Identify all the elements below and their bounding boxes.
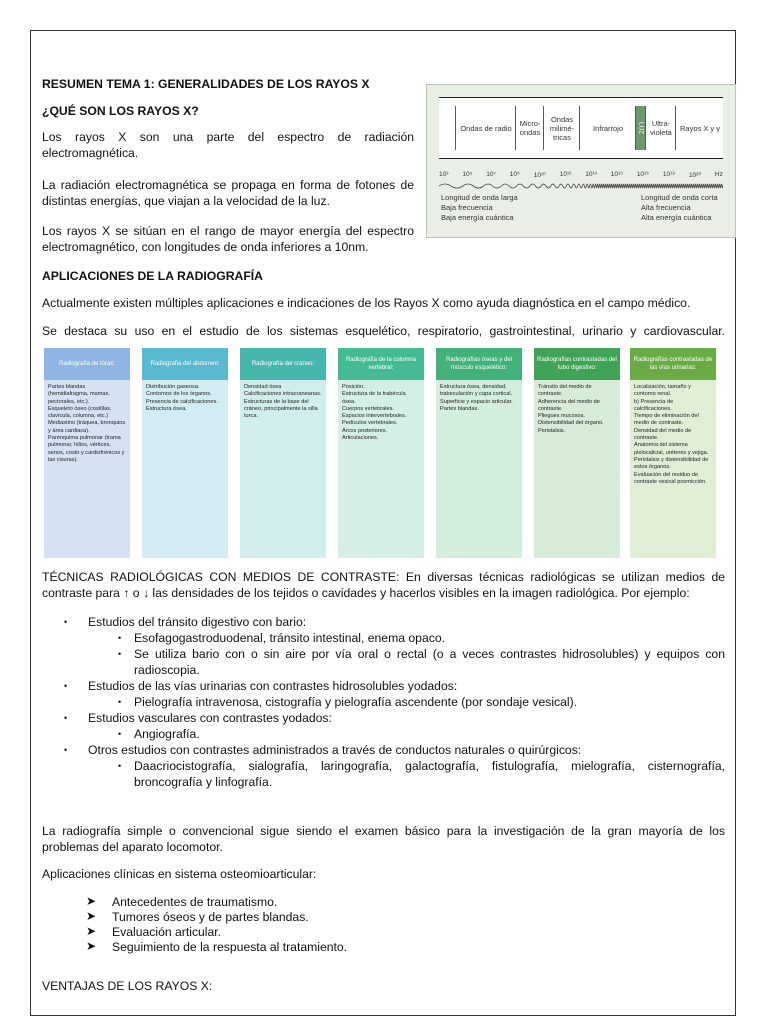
tick: 10²⁰ xyxy=(688,172,701,179)
arrow-item-text: Antecedentes de traumatismo. xyxy=(112,895,278,909)
list-item-text: Estudios del tránsito digestivo con bario: xyxy=(88,615,307,629)
column-body: Densidad ósea Calcificaciones intracraneanas. Estructuras de la base del cráneo, principalmente la silla turca. xyxy=(240,380,326,558)
frequency-ticks xyxy=(439,171,723,179)
tick: 10¹⁵ xyxy=(610,171,623,178)
bullet-icon: • xyxy=(64,617,68,627)
bullet-icon: • xyxy=(64,745,68,755)
table-column xyxy=(338,348,424,558)
list-item xyxy=(42,614,732,630)
bullet-icon: • xyxy=(64,681,68,691)
column-header: Radiografía del cráneo: xyxy=(240,348,326,380)
column-header: Radiografías contrastadas del tubo digestivo: xyxy=(534,348,620,380)
bullet-icon: • xyxy=(118,649,122,659)
wave-line xyxy=(439,184,723,188)
electromagnetic-spectrum-figure xyxy=(426,84,736,238)
sub-list-item xyxy=(42,646,732,678)
section-heading-applications: APLICACIONES DE LA RADIOGRAFÍA xyxy=(42,269,263,283)
band-mm: Ondas milimé-tricas xyxy=(543,106,580,150)
sub-list-item xyxy=(42,630,732,646)
column-body: Posición. Estructura de la trabécula ósea. Cuerpos vertebrales. Espacios intervertebrales. Pedículos vertebrales. Arcos posteriores. Articulaciones. xyxy=(338,380,424,558)
column-body: Partes blandas (hemidiafragma, mamas, pectorales, etc.). Esqueleto óseo (costillas, clavícula, columna, etc.) Mediastino (tráquea, bronquios y área cardiaca). Parénquima pulmonar (trama pulmonar, hilios, vértices, senos, costo y cardiofrénicos y las cisuras). xyxy=(44,380,130,558)
legend-line: Longitud de onda corta xyxy=(641,193,718,202)
arrow-item-text: Tumores óseos y de partes blandas. xyxy=(112,910,309,924)
table-column xyxy=(630,348,716,558)
sub-item-text: Daacriocistografía, sialografía, laringografía, galactografía, fistulografía, mielografía, cisternografía, broncografía y linfografía. xyxy=(134,759,725,789)
band-light: LUZ xyxy=(635,106,646,150)
arrow-item xyxy=(42,924,732,939)
table-column xyxy=(240,348,326,558)
arrow-item xyxy=(42,909,732,924)
spectrum-left-legend xyxy=(441,193,518,223)
column-header: Radiografía de tórax: xyxy=(44,348,130,380)
column-header: Radiografía del abdomen: xyxy=(142,348,228,380)
section-heading-what: ¿QUÉ SON LOS RAYOS X? xyxy=(42,104,199,118)
table-column xyxy=(44,348,130,558)
paragraph-3: Los rayos X se sitúan en el rango de mayor energía del espectro electromagnético, con longitudes de onda inferiores a 10nm. xyxy=(42,224,414,254)
list-item xyxy=(42,678,732,694)
arrow-item xyxy=(42,894,732,909)
band-micro: Micro-ondas xyxy=(515,106,544,150)
column-header: Radiografías contrastadas de las vías urinarias: xyxy=(630,348,716,380)
table-column xyxy=(142,348,228,558)
paragraph-1: Los rayos X son una parte del espectro de radiación electromagnética. xyxy=(42,130,414,160)
list-item xyxy=(42,742,732,758)
column-body: Distribución gaseosa. Contornos de los órganos. Presencia de calcificaciones. Estructura ósea. xyxy=(142,380,228,558)
paragraph-clinical: Aplicaciones clínicas en sistema osteomioarticular: xyxy=(42,867,317,881)
arrow-bullet-icon: ➤ xyxy=(86,924,97,938)
column-body: Estructura ósea, densidad, trabeculación y capa cortical. Superficie y espacio articular. Partes blandas. xyxy=(436,380,522,558)
tick: 10⁷ xyxy=(486,171,496,178)
tick: 10³ xyxy=(439,171,449,178)
band-uv: Ultra-violeta xyxy=(645,106,676,150)
wave-graphic xyxy=(439,181,723,191)
paragraph-5: Se destaca su uso en el estudio de los sistemas esquelético, respiratorio, gastrointestinal, urinario y cardiovascular. xyxy=(42,324,725,338)
band-xray: Rayos X y γ xyxy=(675,106,724,150)
tick: 10¹⁰ xyxy=(533,172,546,179)
arrow-item-text: Evaluación articular. xyxy=(112,925,222,939)
paragraph-conventional: La radiografía simple o convencional sigue siendo el examen básico para la investigación de la gran mayoría de los problemas del aparato locomotor. xyxy=(42,824,725,854)
list-item xyxy=(42,710,732,726)
arrow-item xyxy=(42,939,732,954)
table-column xyxy=(534,348,620,558)
bullet-icon: • xyxy=(118,729,122,739)
sub-list-item xyxy=(42,694,732,710)
tick: 10¹⁶ xyxy=(636,171,649,178)
bullet-icon: • xyxy=(118,633,122,643)
legend-line: Baja energía cuántica xyxy=(441,213,514,222)
sub-item-text: Angiografía. xyxy=(134,727,200,741)
column-body: Tránsito del medio de contraste. Adherencia del medio de contraste. Pliegues mucosos. Distensibilidad del órgano. Peristalsis. xyxy=(534,380,620,558)
sub-item-text: Se utiliza bario con o sin aire por vía oral o rectal (o a veces contrastes hidrosolubles) y equipos con radioscopia. xyxy=(134,647,725,677)
list-item-text: Estudios de las vías urinarias con contrastes hidrosolubles yodados: xyxy=(88,679,458,693)
column-header: Radiografías óseas y del músculo esquelético: xyxy=(436,348,522,380)
bullet-icon: • xyxy=(118,697,122,707)
legend-line: Alta frecuencia xyxy=(641,203,691,212)
bullet-icon: • xyxy=(118,761,122,771)
bullet-icon: • xyxy=(64,713,68,723)
sub-list-item xyxy=(42,758,732,790)
spectrum-bands xyxy=(439,97,723,159)
sub-list-item xyxy=(42,726,732,742)
arrow-bullet-icon: ➤ xyxy=(86,939,97,953)
band-infrared: Infrarrojo xyxy=(579,106,636,150)
tick: 10¹³ xyxy=(585,171,597,178)
contrast-studies-list xyxy=(42,614,732,790)
table-column xyxy=(436,348,522,558)
sub-item-text: Esofagogastroduodenal, tránsito intestinal, enema opaco. xyxy=(134,631,445,645)
legend-line: Alta energía cuántica xyxy=(641,213,712,222)
column-body: Localización, tamaño y contorno renal. b) Presencia de calcificaciones. Tiempo de eliminación del medio de contraste. Densidad del medio de contraste. Anatomía del sistema pielocalicial, uréteres y vejiga. Peristalsis y distensibilidad de estos órganos. Evaluación del residuo de contraste vesical posmicción. xyxy=(630,380,716,558)
spectrum-right-legend xyxy=(641,193,718,223)
column-header: Radiografía de la columna vertebral: xyxy=(338,348,424,380)
sub-item-text: Pielografía intravenosa, cistografía y pielografía ascendente (por sondaje vesical). xyxy=(134,695,578,709)
legend-line: Longitud de onda larga xyxy=(441,193,518,202)
arrow-item-text: Seguimiento de la respuesta al tratamiento. xyxy=(112,940,348,954)
list-item-text: Estudios vasculares con contrastes yodados: xyxy=(88,711,332,725)
clinical-applications-list xyxy=(42,894,732,954)
tick: Hz xyxy=(714,171,723,178)
section-heading-advantages: VENTAJAS DE LOS RAYOS X: xyxy=(42,979,213,993)
tick: 10⁹ xyxy=(509,171,520,178)
arrow-bullet-icon: ➤ xyxy=(86,894,97,908)
tick: 10¹⁸ xyxy=(662,171,675,178)
arrow-bullet-icon: ➤ xyxy=(86,909,97,923)
tick: 10⁵ xyxy=(462,171,473,178)
band-radio: Ondas de radio xyxy=(455,106,516,150)
tick: 10¹² xyxy=(559,171,572,178)
paragraph-contrast: TÉCNICAS RADIOLÓGICAS CON MEDIOS DE CONTRASTE: En diversas técnicas radiológicas se utilizan medios de contraste para ↑ o ↓ las densidades de los tejidos o cavidades y hacerlos visibles en la imagen radiológica. Por ejemplo: xyxy=(42,570,725,600)
paragraph-4: Actualmente existen múltiples aplicaciones e indicaciones de los Rayos X como ayuda diagnóstica en el campo médico. xyxy=(42,296,691,310)
document-title: RESUMEN TEMA 1: GENERALIDADES DE LOS RAYOS X xyxy=(42,77,370,91)
paragraph-2: La radiación electromagnética se propaga en forma de fotones de distintas energías, que viajan a la velocidad de la luz. xyxy=(42,178,414,208)
list-item-text: Otros estudios con contrastes administrados a través de conductos naturales o quirúrgicos: xyxy=(88,743,582,757)
legend-line: Baja frecuencia xyxy=(441,203,493,212)
